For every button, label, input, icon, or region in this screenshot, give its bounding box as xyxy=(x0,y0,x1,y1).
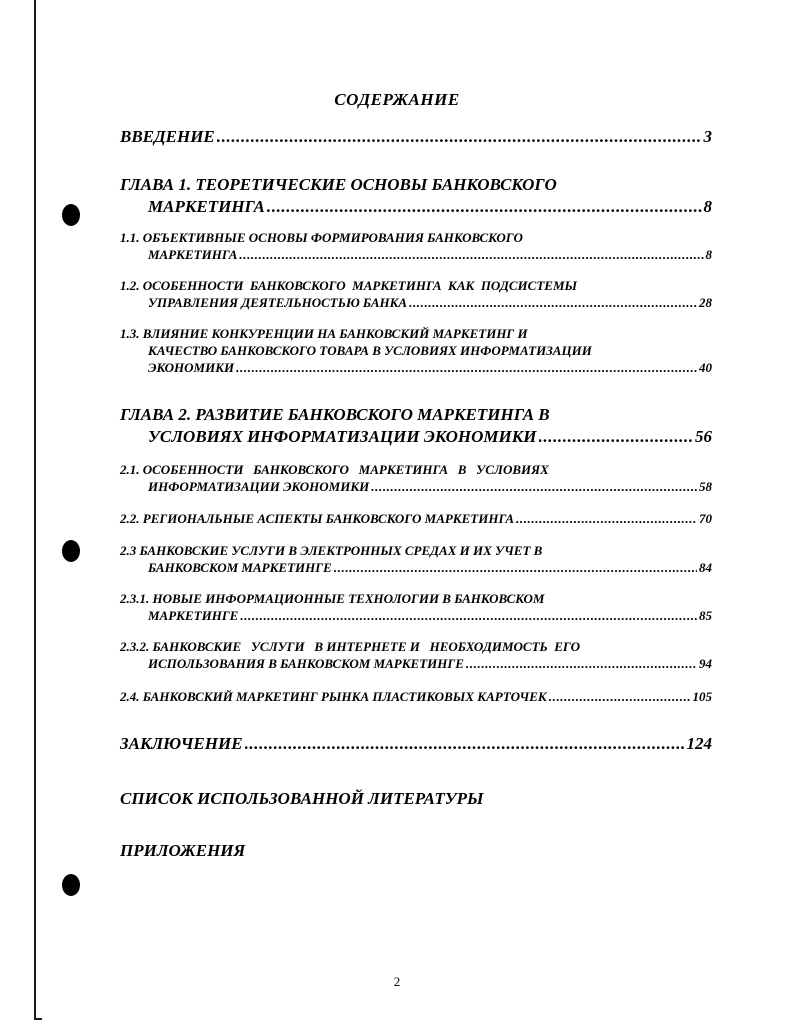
punch-hole xyxy=(62,540,80,562)
toc-page-number: 56 xyxy=(695,427,712,446)
toc-page-number: 84 xyxy=(699,560,712,575)
dot-leader xyxy=(549,688,691,705)
toc-page-number: 28 xyxy=(699,295,712,310)
toc-entry-title: МАРКЕТИНГЕ xyxy=(148,608,239,623)
dot-leader xyxy=(240,607,697,624)
punch-hole xyxy=(62,204,80,226)
toc-entry-title: 1.1. ОБЪЕКТИВНЫЕ ОСНОВЫ ФОРМИРОВАНИЯ БАНКОВСКОГО xyxy=(120,230,523,245)
toc-entry-title: ГЛАВА 2. РАЗВИТИЕ БАНКОВСКОГО МАРКЕТИНГА В xyxy=(120,405,550,424)
toc-entry-title: ГЛАВА 1. ТЕОРЕТИЧЕСКИЕ ОСНОВЫ БАНКОВСКОГО xyxy=(120,175,557,194)
toc-entry-title: СПИСОК ИСПОЛЬЗОВАННОЙ ЛИТЕРАТУРЫ xyxy=(120,789,484,808)
toc-entry-title: БАНКОВСКОМ МАРКЕТИНГЕ xyxy=(148,560,332,575)
toc-entry-title: ИСПОЛЬЗОВАНИЯ В БАНКОВСКОМ МАРКЕТИНГЕ xyxy=(148,656,464,671)
dot-leader xyxy=(245,733,685,755)
toc-page-number: 40 xyxy=(699,360,712,375)
toc-page-number: 85 xyxy=(699,608,712,623)
toc-page-number: 70 xyxy=(699,511,712,526)
toc-entry-introduction[interactable] xyxy=(120,126,712,148)
toc-page-number: 8 xyxy=(705,247,712,262)
dot-leader xyxy=(466,655,697,672)
toc-entry-title: 2.3 БАНКОВСКИЕ УСЛУГИ В ЭЛЕКТРОННЫХ СРЕДАХ И ИХ УЧЕТ В xyxy=(120,543,543,558)
toc-entry-section-1-2[interactable] xyxy=(120,277,712,311)
dot-leader xyxy=(239,246,703,263)
toc-page-number: 94 xyxy=(699,656,712,671)
toc-entry-title: УПРАВЛЕНИЯ ДЕЯТЕЛЬНОСТЬЮ БАНКА xyxy=(148,295,408,310)
page-title: СОДЕРЖАНИЕ xyxy=(334,90,460,109)
toc-entry-section-2-3[interactable] xyxy=(120,542,712,576)
toc-entry-title: УСЛОВИЯХ ИНФОРМАТИЗАЦИИ ЭКОНОМИКИ xyxy=(148,427,537,446)
punch-hole xyxy=(62,874,80,896)
dot-leader xyxy=(516,510,697,527)
dot-leader xyxy=(267,196,702,218)
toc-entry-section-1-3[interactable] xyxy=(120,325,712,376)
toc-page-number: 124 xyxy=(686,734,712,753)
margin-tick xyxy=(34,1018,42,1020)
dot-leader xyxy=(371,478,697,495)
toc-entry-references[interactable] xyxy=(120,788,712,810)
toc-entry-conclusion[interactable] xyxy=(120,733,712,755)
toc-entry-section-2-2[interactable] xyxy=(120,510,712,527)
toc-entry-section-2-4[interactable] xyxy=(120,688,712,705)
toc-entry-title: ИНФОРМАТИЗАЦИИ ЭКОНОМИКИ xyxy=(148,479,370,494)
toc-entry-title: 2.2. РЕГИОНАЛЬНЫЕ АСПЕКТЫ БАНКОВСКОГО МАРКЕТИНГА xyxy=(120,511,514,526)
toc-entry-title: 2.4. БАНКОВСКИЙ МАРКЕТИНГ РЫНКА ПЛАСТИКОВЫХ КАРТОЧЕК xyxy=(120,689,547,704)
toc-entry-section-2-3-1[interactable] xyxy=(120,590,712,624)
dot-leader xyxy=(539,426,693,448)
toc-entry-title: КАЧЕСТВО БАНКОВСКОГО ТОВАРА В УСЛОВИЯХ ИНФОРМАТИЗАЦИИ xyxy=(148,343,592,358)
toc-entry-title: ВВЕДЕНИЕ xyxy=(120,127,215,146)
toc-page-number: 8 xyxy=(703,197,712,216)
toc-page-number: 58 xyxy=(699,479,712,494)
toc-entry-title: МАРКЕТИНГА xyxy=(148,197,265,216)
toc-entry-title: ЭКОНОМИКИ xyxy=(148,360,235,375)
toc-entry-chapter-1[interactable] xyxy=(120,174,712,218)
toc-entry-section-2-3-2[interactable] xyxy=(120,638,712,672)
dot-leader xyxy=(217,126,702,148)
dot-leader xyxy=(334,559,697,576)
toc-entry-title: 2.3.2. БАНКОВСКИЕ УСЛУГИ В ИНТЕРНЕТЕ И НЕОБХОДИМОСТЬ ЕГО xyxy=(120,639,580,654)
page-number: 2 xyxy=(393,974,401,989)
toc-page-number: 105 xyxy=(692,689,712,704)
left-margin-line xyxy=(34,0,36,1020)
toc-entry-section-2-1[interactable] xyxy=(120,461,712,495)
toc-entry-title: 1.2. ОСОБЕННОСТИ БАНКОВСКОГО МАРКЕТИНГА КАК ПОДСИСТЕМЫ xyxy=(120,278,578,293)
toc-entry-section-1-1[interactable] xyxy=(120,229,712,263)
toc-entry-title: 2.1. ОСОБЕННОСТИ БАНКОВСКОГО МАРКЕТИНГА В УСЛОВИЯХ xyxy=(120,462,549,477)
dot-leader xyxy=(236,359,697,376)
toc-entry-chapter-2[interactable] xyxy=(120,404,712,448)
toc-entry-title: ПРИЛОЖЕНИЯ xyxy=(120,841,246,860)
toc-entry-title: ЗАКЛЮЧЕНИЕ xyxy=(120,734,243,753)
toc-page-number: 3 xyxy=(703,127,712,146)
toc-entry-title: 1.3. ВЛИЯНИЕ КОНКУРЕНЦИИ НА БАНКОВСКИЙ МАРКЕТИНГ И xyxy=(120,326,528,341)
toc-entry-appendices[interactable] xyxy=(120,840,712,862)
toc-entry-title: МАРКЕТИНГА xyxy=(148,247,238,262)
toc-entry-title: 2.3.1. НОВЫЕ ИНФОРМАЦИОННЫЕ ТЕХНОЛОГИИ В БАНКОВСКОМ xyxy=(120,591,545,606)
dot-leader xyxy=(409,294,697,311)
